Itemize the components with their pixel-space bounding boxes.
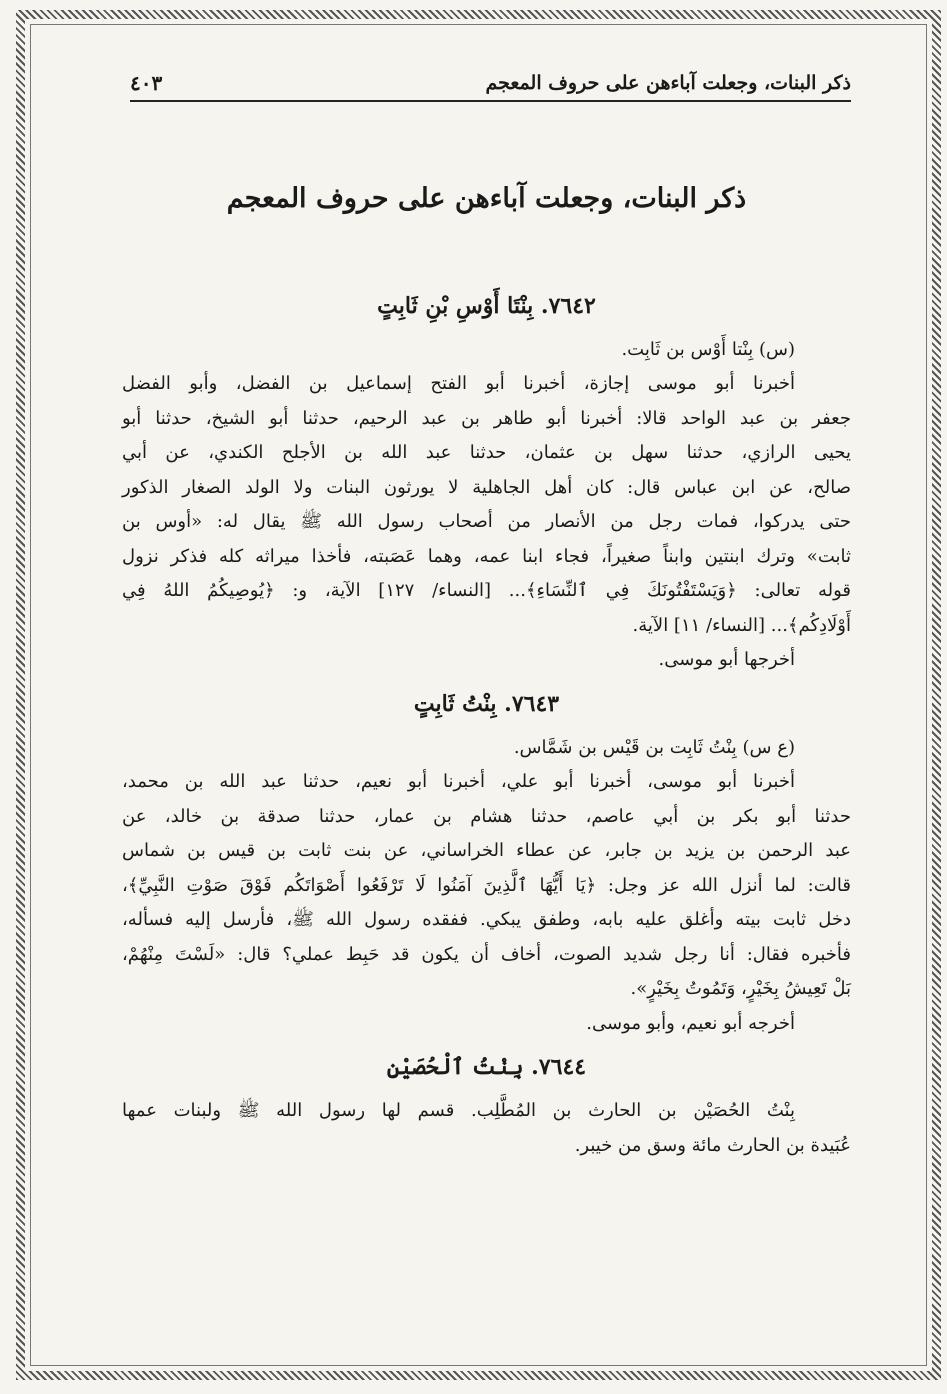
entry-line: بَلْ تَعِيشُ بِخَيْرٍ، وَتَمُوتُ بِخَيْرٍ». xyxy=(630,978,851,1000)
entry-line: (ع س) بِنْتُ ثَابِت بن قَيْس بن شَمَّاس. xyxy=(513,736,795,758)
entry-title: ٧٦٤٣. بِنْتُ ثَابِتٍ xyxy=(413,690,560,717)
page-number: ٤٠٣ xyxy=(130,71,163,95)
entry-line: حتى يدركوا، فمات رجل من الأنصار من أصحاب رسول الله ﷺ يقال له: «أوس بن xyxy=(122,511,851,533)
entry-7642 xyxy=(122,290,851,678)
entry-7643 xyxy=(122,688,851,1042)
entry-line: حدثنا أبو بكر بن أبي عاصم، حدثنا هشام بن عمار، حدثنا صدقة بن خالد، عن xyxy=(122,805,851,827)
page-content xyxy=(122,180,851,1163)
entry-line: (س) بِنْتا أَوْس بن ثَابِت. xyxy=(621,338,795,360)
entry-line: قالت: لما أنزل الله عز وجل: ﴿يَا أَيُّهَا ٱلَّذِينَ آمَنُوا لَا تَرْفَعُوا أَصْوَاتَكُم فَوْقَ صَوْتِ النَّبِيِّ﴾، xyxy=(122,874,851,896)
running-header xyxy=(130,66,851,102)
entry-line: فأخبره فقال: أنا رجل شديد الصوت، أخاف أن يكون قد حَبِط عملي؟ قال: «لَسْتَ مِنْهُمْ، xyxy=(122,943,851,965)
entry-line: بِنْتُ الحُصَيْن بن الحارث بن المُطَّلِب. قسم لها رسول الله ﷺ ولبنات عمها xyxy=(122,1100,795,1122)
entry-line: جعفر بن عبد الواحد قالا: أخبرنا أبو طاهر بن عبد الرحيم، حدثنا أبو الشيخ، حدثنا أبو xyxy=(122,407,851,429)
entry-line: يحيى الرازي، حدثنا سهل بن عثمان، حدثنا عبد الله بن الأجلح الكندي، عن أبي xyxy=(122,442,851,464)
entry-title: ٧٦٤٤. بِنْتُ ٱلْحُصَيْنِ xyxy=(386,1054,587,1081)
entry-7644 xyxy=(122,1051,851,1163)
entry-line: ثابت» وترك ابنتين وابناً صغيراً، فجاء ابنا عمه، وهما عَصَبته، فأخذا ميراثه كله فذكر نزول xyxy=(122,545,851,567)
entry-line: دخل ثابت بيته وأغلق عليه بابه، وطفق يبكي. ففقده رسول الله ﷺ، فأرسل إليه فسأله، xyxy=(122,909,851,931)
entry-title: ٧٦٤٢. بِنْتَا أَوْسِ بْنِ ثَابِتٍ xyxy=(377,292,596,319)
entry-line: صالح، عن ابن عباس قال: كان أهل الجاهلية لا يورثون البنات ولا الولد الصغار الذكور xyxy=(122,476,851,498)
entry-line: أخرجها أبو موسى. xyxy=(658,649,795,671)
entry-line: أَوْلَادِكُم﴾... [النساء/ ١١] الآية. xyxy=(632,614,851,636)
running-title: ذكر البنات، وجعلت آباءهن على حروف المعجم xyxy=(485,72,851,94)
chapter-heading: ذكر البنات، وجعلت آباءهن على حروف المعجم xyxy=(226,183,747,214)
entry-line: قوله تعالى: ﴿وَيَسْتَفْتُونَكَ فِي ٱلنِّسَاءِ﴾... [النساء/ ١٢٧] الآية، و: ﴿يُوصِيكُمُ اللهُ فِي xyxy=(122,580,851,602)
entry-line: أخبرنا أبو موسى، أخبرنا أبو علي، أخبرنا أبو نعيم، حدثنا عبد الله بن محمد، xyxy=(122,771,795,793)
entry-line: أخرجه أبو نعيم، وأبو موسى. xyxy=(586,1012,795,1034)
entry-line: أخبرنا أبو موسى إجازة، أخبرنا أبو الفتح إسماعيل بن الفضل، وأبو الفضل xyxy=(122,373,795,395)
entry-line: عُبَيدة بن الحارث مائة وسق من خيبر. xyxy=(574,1134,851,1156)
entry-line: عبد الرحمن بن يزيد بن جابر، عن عطاء الخراساني، عن بنت ثابت بن قيس بن شماس xyxy=(122,840,851,862)
